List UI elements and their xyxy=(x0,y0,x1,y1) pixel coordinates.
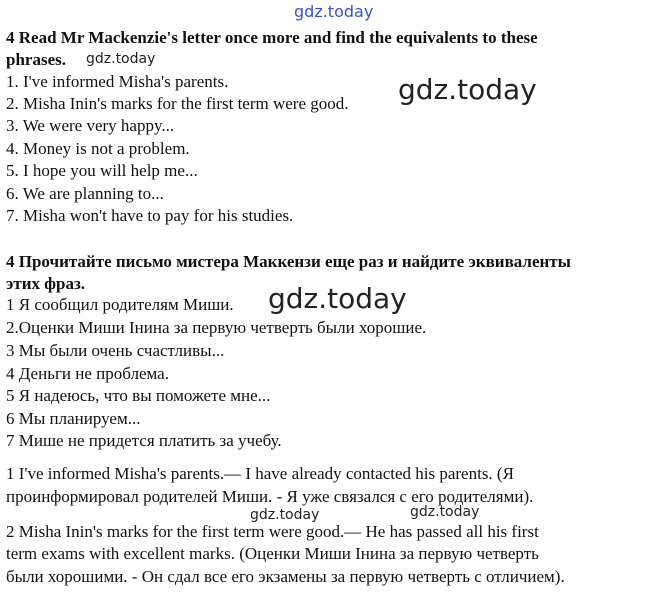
russian-item: 3 Мы были очень счастливы... xyxy=(6,341,225,360)
russian-item: 2.Оценки Миши Інина за первую четверть были хорошие. xyxy=(6,318,427,337)
watermark-small: gdz.today xyxy=(86,51,156,67)
english-item: 3. We were very happy... xyxy=(6,116,175,135)
english-item: 2. Misha Inin's marks for the first term were good. xyxy=(6,94,349,113)
watermark-top: gdz.today xyxy=(294,2,374,21)
watermark-small: gdz.today xyxy=(250,507,320,523)
english-item: 4. Money is not a problem. xyxy=(6,139,190,158)
english-heading-continued: phrases. xyxy=(6,50,66,69)
watermark-small: gdz.today xyxy=(410,504,480,520)
answer-line: term exams with excellent marks. (Оценки Миши Інина за первую четверть xyxy=(6,544,539,563)
russian-item: 5 Я надеюсь, что вы поможете мне... xyxy=(6,386,271,405)
russian-item: 6 Мы планируем... xyxy=(6,409,141,428)
english-item: 6. We are planning to... xyxy=(6,184,164,203)
watermark-large: gdz.today xyxy=(268,282,407,315)
russian-heading-continued: этих фраз. xyxy=(6,274,86,293)
watermark-large: gdz.today xyxy=(398,73,537,106)
answer-line: проинформировал родителей Миши. - Я уже связался с его родителями). xyxy=(6,487,534,506)
english-item: 5. I hope you will help me... xyxy=(6,161,198,180)
english-heading: 4 Read Mr Mackenzie's letter once more and find the equivalents to these xyxy=(6,28,538,47)
answer-line: 2 Misha Inin's marks for the first term were good.— He has passed all his first xyxy=(6,522,539,541)
answer-line: были хорошими. - Он сдал все его экзамены за первую четверть с отличием). xyxy=(6,567,565,586)
english-item: 1. I've informed Misha's parents. xyxy=(6,72,229,91)
english-item: 7. Misha won't have to pay for his studies. xyxy=(6,206,294,225)
russian-item: 4 Деньги не проблема. xyxy=(6,364,169,383)
russian-item: 7 Мише не придется платить за учебу. xyxy=(6,431,282,450)
answer-line: 1 I've informed Misha's parents.— I have already contacted his parents. (Я xyxy=(6,464,514,483)
russian-item: 1 Я сообщил родителям Миши. xyxy=(6,295,234,314)
russian-heading: 4 Прочитайте письмо мистера Маккензи еще раз и найдите эквиваленты xyxy=(6,252,571,271)
